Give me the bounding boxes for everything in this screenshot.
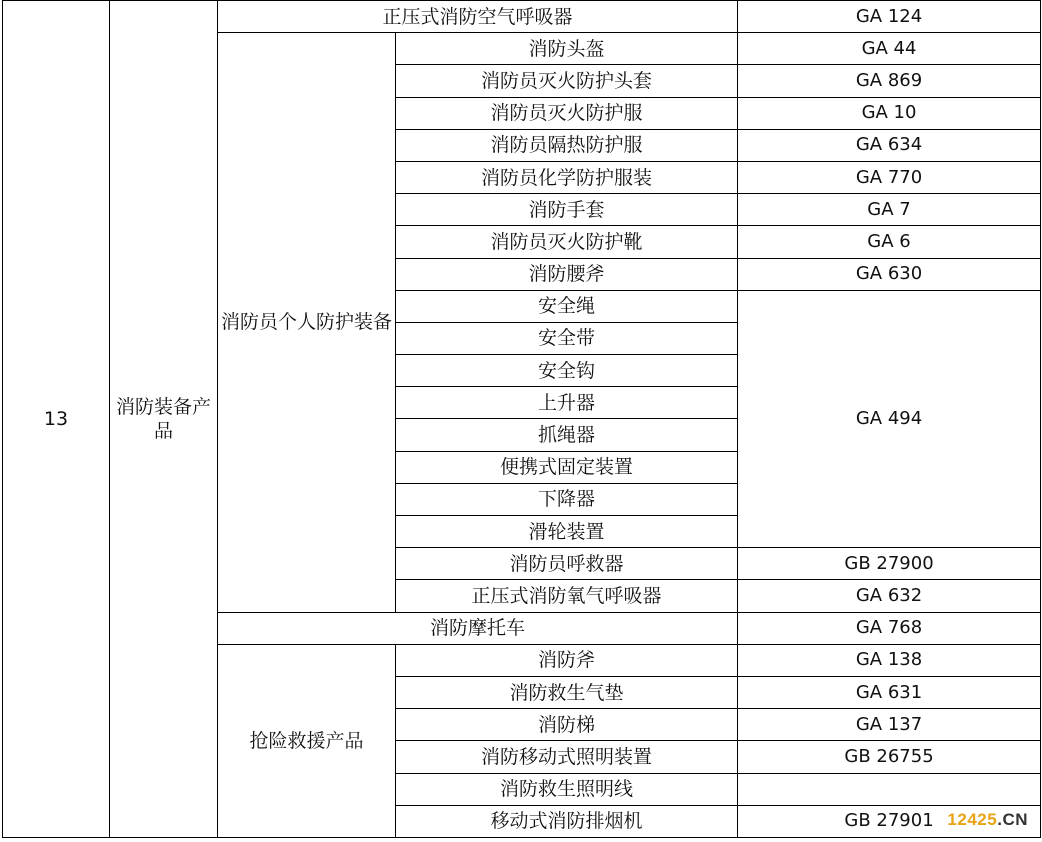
product-name-cell: 消防员灭火防护服 [396, 97, 738, 129]
product-name-cell: 安全绳 [396, 290, 738, 322]
standard-cell [738, 773, 1041, 805]
product-name-cell: 正压式消防空气呼吸器 [218, 1, 738, 33]
standard-cell: GA 632 [738, 580, 1041, 612]
row-number-cell: 13 [3, 1, 110, 838]
standard-cell: GA 10 [738, 97, 1041, 129]
product-name-cell: 安全钩 [396, 355, 738, 387]
product-name-cell: 下降器 [396, 483, 738, 515]
group-cell-rescue-products: 抢险救援产品 [218, 644, 396, 837]
standard-cell: GB 26755 [738, 741, 1041, 773]
standard-cell: GA 631 [738, 676, 1041, 708]
standard-cell: GA 124 [738, 1, 1041, 33]
standard-cell: GA 768 [738, 612, 1041, 644]
standard-cell: GA 869 [738, 65, 1041, 97]
product-name-cell: 消防员灭火防护靴 [396, 226, 738, 258]
product-name-cell: 移动式消防排烟机 [396, 805, 738, 837]
product-name-cell: 正压式消防氧气呼吸器 [396, 580, 738, 612]
standard-cell: GB 27901 [738, 805, 1041, 837]
site-watermark [945, 810, 1030, 830]
standard-cell: GA 138 [738, 644, 1041, 676]
standard-cell: GA 770 [738, 161, 1041, 193]
standard-cell: GA 6 [738, 226, 1041, 258]
product-name-cell: 消防员灭火防护头套 [396, 65, 738, 97]
product-name-cell: 消防手套 [396, 194, 738, 226]
product-name-cell: 消防头盔 [396, 33, 738, 65]
standard-cell: GB 27900 [738, 548, 1041, 580]
standard-cell: GA 630 [738, 258, 1041, 290]
watermark-dot: . [997, 810, 1003, 829]
standard-cell: GA 7 [738, 194, 1041, 226]
standard-cell-ga494: GA 494 [738, 290, 1041, 548]
product-name-cell: 上升器 [396, 387, 738, 419]
product-name-cell: 消防腰斧 [396, 258, 738, 290]
group-cell-personal-protection: 消防员个人防护装备 [218, 33, 396, 612]
category-cell: 消防装备产品 [110, 1, 218, 838]
product-name-cell: 消防员呼救器 [396, 548, 738, 580]
product-name-cell: 抓绳器 [396, 419, 738, 451]
product-name-cell: 消防员化学防护服装 [396, 161, 738, 193]
standards-table [2, 0, 1041, 838]
standard-cell: GA 44 [738, 33, 1041, 65]
product-name-cell: 消防救生照明线 [396, 773, 738, 805]
standard-cell: GA 137 [738, 709, 1041, 741]
product-name-cell: 便携式固定装置 [396, 451, 738, 483]
product-name-cell: 消防员隔热防护服 [396, 129, 738, 161]
product-name-cell: 消防梯 [396, 709, 738, 741]
product-name-cell: 消防摩托车 [218, 612, 738, 644]
product-name-cell: 消防斧 [396, 644, 738, 676]
product-name-cell: 安全带 [396, 322, 738, 354]
product-name-cell: 消防救生气垫 [396, 676, 738, 708]
standard-cell: GA 634 [738, 129, 1041, 161]
product-name-cell: 消防移动式照明装置 [396, 741, 738, 773]
product-name-cell: 滑轮装置 [396, 516, 738, 548]
watermark-suffix: CN [1002, 810, 1028, 829]
watermark-number: 12425 [947, 810, 998, 829]
